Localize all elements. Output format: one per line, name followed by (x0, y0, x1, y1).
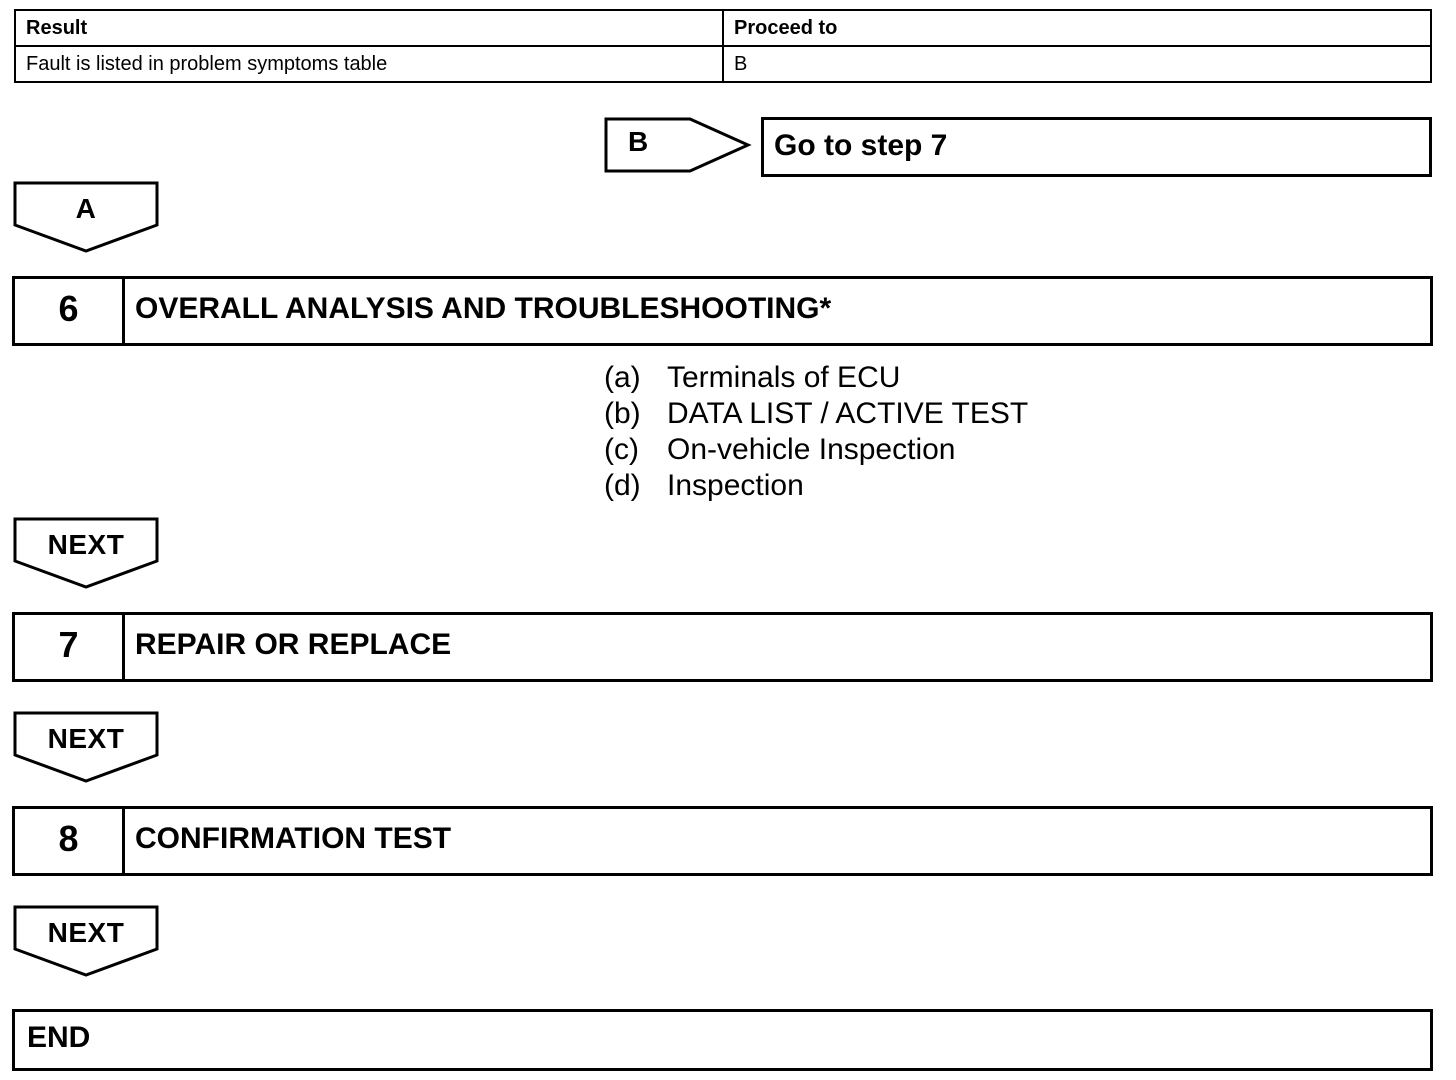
step-7-box (12, 612, 1433, 682)
step-number: 8 (15, 809, 125, 873)
list-item (604, 396, 1028, 432)
table-row (15, 46, 1431, 82)
next-label: NEXT (47, 529, 125, 560)
list-item (604, 468, 1028, 504)
list-item (604, 432, 1028, 468)
item-letter: (a) (604, 361, 641, 394)
proceed-to-cell: B (723, 46, 1431, 82)
step-6-box (12, 276, 1433, 346)
step-title: OVERALL ANALYSIS AND TROUBLESHOOTING* (135, 292, 832, 325)
result-column-header: Result (15, 10, 723, 46)
result-table-header-row (15, 10, 1431, 46)
branch-a-label: A (75, 193, 97, 224)
branch-b-label: B (628, 126, 649, 157)
proceed-to-column-header: Proceed to (723, 10, 1431, 46)
step-6-items (604, 360, 1028, 504)
next-label: NEXT (47, 917, 125, 948)
result-table (14, 9, 1432, 83)
step-title: CONFIRMATION TEST (135, 822, 452, 855)
item-text: DATA LIST / ACTIVE TEST (667, 397, 1029, 430)
next-arrow-1[interactable] (13, 517, 159, 589)
next-label: NEXT (47, 723, 125, 754)
item-text: Terminals of ECU (667, 361, 901, 394)
next-arrow-3[interactable] (13, 905, 159, 977)
item-letter: (b) (604, 397, 641, 430)
item-text: On-vehicle Inspection (667, 433, 956, 466)
list-item (604, 360, 1028, 396)
item-letter: (d) (604, 469, 641, 502)
right-arrow-icon (604, 116, 752, 174)
step-title: REPAIR OR REPLACE (135, 628, 452, 661)
step-number: 7 (15, 615, 125, 679)
end-box: END (12, 1009, 1433, 1071)
step-number: 6 (15, 279, 125, 343)
item-letter: (c) (604, 433, 639, 466)
goto-step-box[interactable]: Go to step 7 (761, 117, 1432, 177)
step-8-box (12, 806, 1433, 876)
next-arrow-2[interactable] (13, 711, 159, 783)
branch-b-arrow[interactable] (604, 116, 752, 174)
result-cell: Fault is listed in problem symptoms table (15, 46, 723, 82)
item-text: Inspection (667, 469, 804, 502)
branch-a-arrow[interactable] (13, 181, 159, 253)
